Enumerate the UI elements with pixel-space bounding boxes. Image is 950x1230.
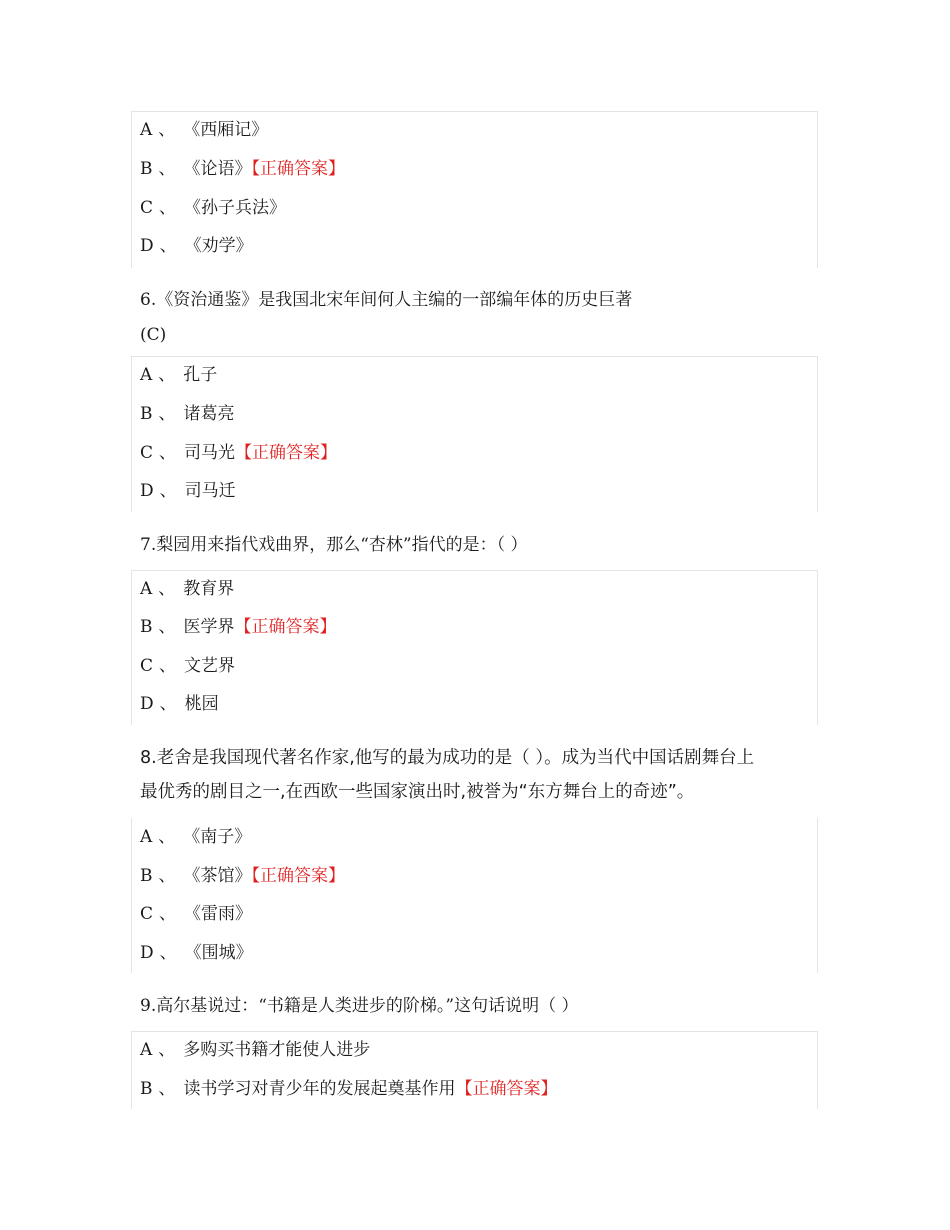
option-letter: B [140, 159, 153, 179]
option-separator: 、 [158, 827, 176, 847]
option-letter: D [140, 481, 154, 501]
option-text: 《南子》 [183, 827, 252, 847]
option-separator: 、 [159, 198, 177, 218]
question-text: 8.老舍是我国现代著名作家,他写的最为成功的是（ ）。成为当代中国话剧舞台上 [140, 748, 755, 768]
option-letter: D [140, 236, 154, 256]
option-separator: 、 [159, 236, 177, 256]
option-letter: B [140, 617, 153, 637]
option-text: 教育界 [183, 579, 235, 599]
option-separator: 、 [158, 866, 176, 886]
option-row [140, 942, 253, 964]
option-row [140, 442, 337, 464]
option-text: 读书学习对青少年的发展起奠基作用 [183, 1079, 456, 1099]
option-row [140, 865, 345, 887]
option-letter: D [140, 943, 154, 963]
option-text: 桃园 [184, 694, 219, 714]
option-row [140, 364, 217, 386]
option-letter: A [140, 120, 153, 140]
option-text: 《茶馆》 [183, 866, 252, 886]
option-letter: B [140, 1079, 153, 1099]
option-separator: 、 [158, 120, 176, 140]
option-row [140, 578, 234, 600]
option-text: 医学界 [183, 617, 235, 637]
option-letter: A [140, 827, 153, 847]
option-row [140, 1039, 370, 1061]
option-row [140, 403, 235, 425]
option-row [140, 616, 337, 638]
correct-answer-tag: 【正确答案】 [234, 617, 337, 637]
correct-answer-tag: 【正确答案】 [455, 1079, 558, 1099]
option-row [140, 197, 286, 219]
option-letter: C [140, 198, 154, 218]
correct-answer-tag: 【正确答案】 [235, 443, 338, 463]
option-separator: 、 [158, 1079, 176, 1099]
option-letter: A [140, 365, 153, 385]
option-letter: A [140, 1040, 153, 1060]
option-separator: 、 [159, 656, 177, 676]
option-separator: 、 [159, 904, 177, 924]
option-separator: 、 [158, 579, 176, 599]
option-row [140, 119, 268, 141]
option-row [140, 158, 345, 180]
option-row [140, 1078, 558, 1100]
option-separator: 、 [158, 617, 176, 637]
question-text: 6.《资治通鉴》是我国北宋年间何人主编的一部编年体的历史巨著 [140, 290, 633, 310]
question-text: 7.梨园用来指代戏曲界，那么“杏林”指代的是：（ ） [140, 535, 528, 555]
option-letter: A [140, 579, 153, 599]
option-text: 《论语》 [183, 159, 252, 179]
option-row [140, 693, 219, 715]
question-text-continued: 最优秀的剧目之一,在西欧一些国家演出时,被誉为“东方舞台上的奇迹”。 [140, 782, 695, 802]
option-row [140, 480, 236, 502]
option-letter: D [140, 694, 154, 714]
option-letter: C [140, 904, 154, 924]
option-separator: 、 [159, 481, 177, 501]
option-separator: 、 [159, 443, 177, 463]
option-text: 多购买书籍才能使人进步 [183, 1040, 371, 1060]
option-separator: 、 [159, 694, 177, 714]
option-text: 《孙子兵法》 [184, 198, 287, 218]
option-text: 《围城》 [184, 943, 253, 963]
option-text: 司马迁 [184, 481, 236, 501]
option-separator: 、 [158, 404, 176, 424]
option-letter: B [140, 404, 153, 424]
option-text: 《雷雨》 [184, 904, 253, 924]
option-row [140, 655, 235, 677]
option-row [140, 826, 251, 848]
option-separator: 、 [159, 943, 177, 963]
option-row [140, 903, 252, 925]
correct-answer-tag: 【正确答案】 [251, 159, 345, 179]
option-text: 《劝学》 [184, 236, 253, 256]
option-text: 司马光 [184, 443, 236, 463]
question-text: 9.高尔基说过：“书籍是人类进步的阶梯。”这句话说明（ ） [140, 996, 579, 1016]
option-text: 诸葛亮 [183, 404, 235, 424]
option-letter: C [140, 656, 154, 676]
option-separator: 、 [158, 159, 176, 179]
option-separator: 、 [158, 1040, 176, 1060]
option-text: 文艺界 [184, 656, 236, 676]
correct-answer-tag: 【正确答案】 [251, 866, 345, 886]
option-letter: C [140, 443, 154, 463]
option-text: 孔子 [183, 365, 218, 385]
question-answer-hint: (C) [140, 325, 167, 345]
option-text: 《西厢记》 [183, 120, 269, 140]
option-letter: B [140, 866, 153, 886]
option-separator: 、 [158, 365, 176, 385]
option-row [140, 235, 253, 257]
